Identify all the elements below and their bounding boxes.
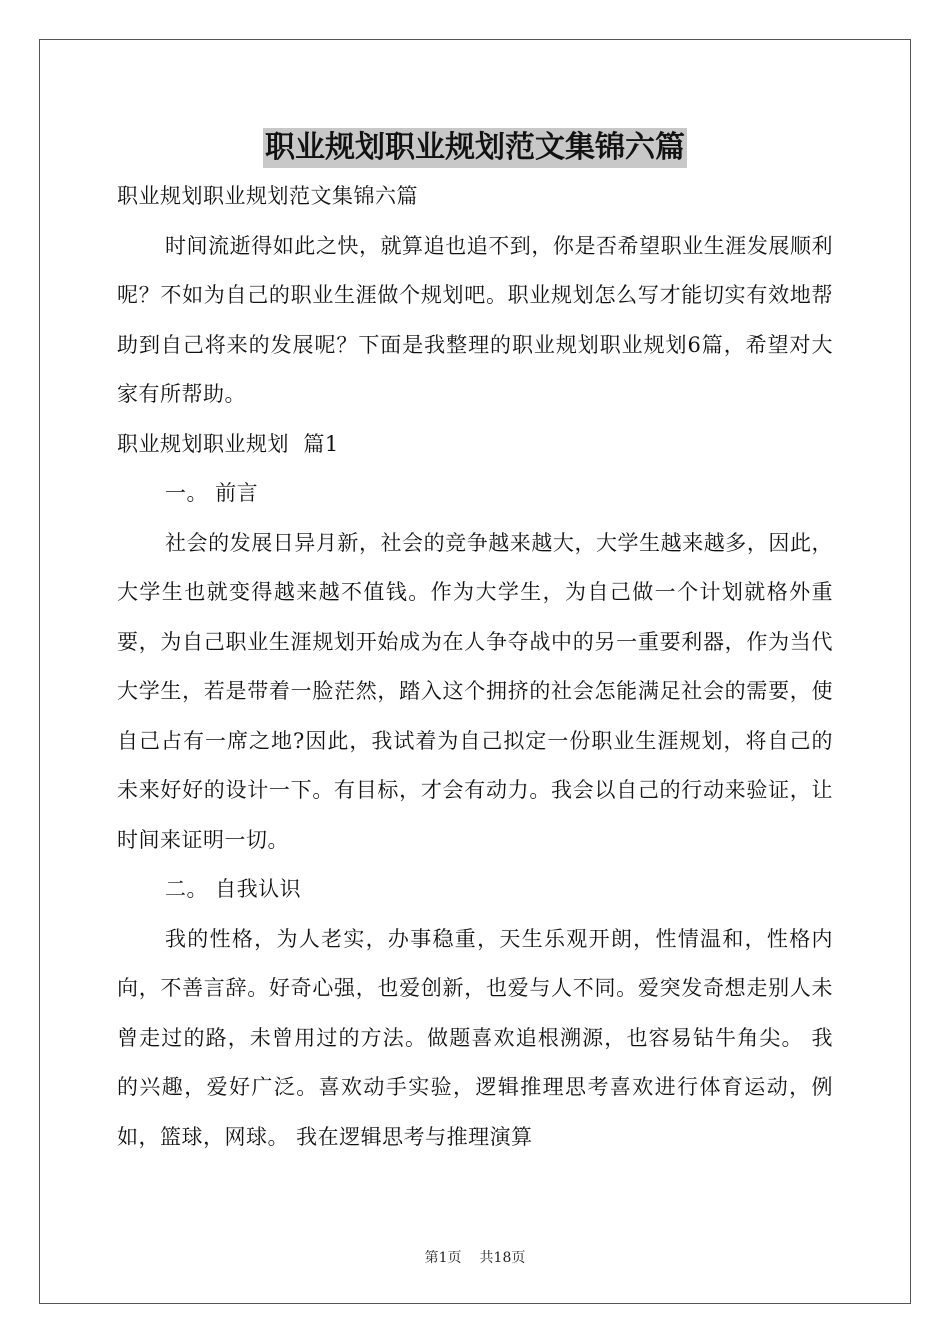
page-total: 共18页 bbox=[479, 1250, 526, 1266]
title-wrap bbox=[117, 122, 833, 172]
self-awareness-paragraph: 我的性格，为人老实，办事稳重，天生乐观开朗，性情温和，性格内向，不善言辞。好奇心强，也爱创新，也爱与人不同。爱突发奇想走别人未曾走过的路，未曾用过的方法。做题喜欢追根溯源，也容易钻牛角尖。 我的兴趣，爱好广泛。喜欢动手实验，逻辑推理思考喜欢进行体育运动，例如，篮球，网球。 我在逻辑思考与推理演算 bbox=[117, 926, 833, 1149]
document-title: 职业规划职业规划范文集锦六篇 bbox=[263, 128, 687, 168]
preface-paragraph: 社会的发展日异月新，社会的竞争越来越大，大学生越来越多，因此，大学生也就变得越来越不值钱。作为大学生，为自己做一个计划就格外重要，为自己职业生涯规划开始成为在人争夺战中的另一重要利器，作为当代大学生，若是带着一脸茫然，踏入这个拥挤的社会怎能满足社会的需要，使自己占有一席之地?因此，我试着为自己拟定一份职业生涯规划，将自己的未来好好的设计一下。有目标，才会有动力。我会以自己的行动来验证，让时间来证明一切。 bbox=[117, 530, 833, 852]
part-heading-preface: 一。 前言 bbox=[165, 481, 259, 505]
intro-paragraph: 时间流逝得如此之快，就算追也追不到，你是否希望职业生涯发展顺利呢？不如为自己的职业生涯做个规划吧。职业规划怎么写才能切实有效地帮助到自己将来的发展呢？下面是我整理的职业规划职业规划6篇，希望对大家有所帮助。 bbox=[117, 233, 833, 406]
section-heading-1: 职业规划职业规划 篇1 bbox=[117, 431, 339, 456]
document-body bbox=[117, 122, 833, 1162]
page-number: 第1页 bbox=[424, 1250, 462, 1266]
page-footer bbox=[0, 1247, 950, 1267]
part-heading-self-awareness: 二。 自我认识 bbox=[165, 877, 302, 901]
document-subtitle: 职业规划职业规划范文集锦六篇 bbox=[117, 184, 418, 208]
